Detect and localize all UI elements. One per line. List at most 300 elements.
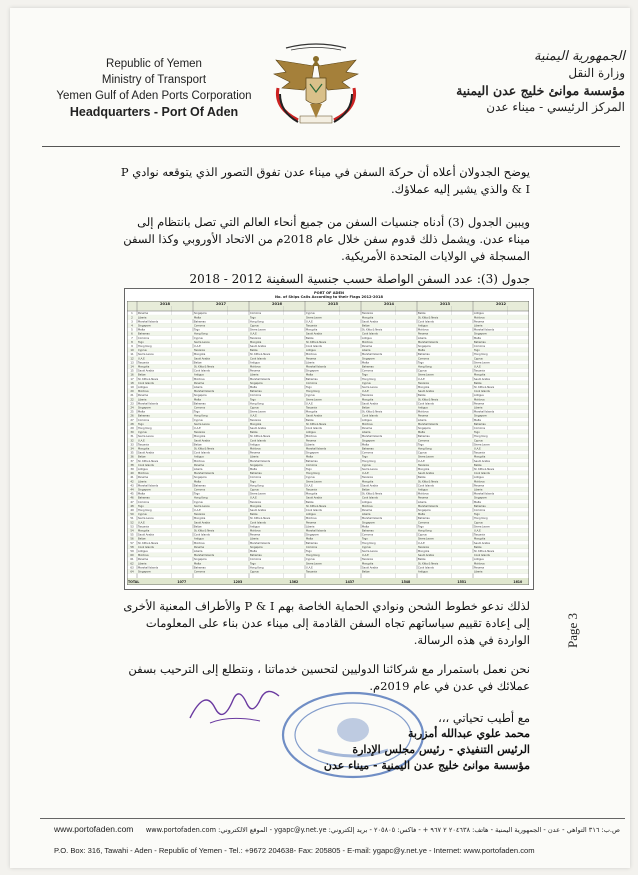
table-cell-flag: Belize: [474, 381, 482, 385]
table-cell-flag: Comoros: [250, 312, 262, 316]
table-cell-flag: Cook Islands: [138, 463, 154, 467]
table-cell-flag: Bahamas: [362, 529, 374, 533]
table-cell-flag: Marshall Islands: [250, 459, 271, 463]
table-cell-flag: Singapore: [418, 427, 431, 430]
table-cell-flag: Malta: [194, 398, 201, 402]
table-row-stripe: [127, 471, 529, 475]
table-cell-flag: U.A.E: [306, 320, 313, 324]
table-cell-flag: Marshall Islands: [250, 377, 271, 381]
table-cell-flag: Togo: [306, 468, 312, 471]
table-cell-flag: Panama: [194, 381, 205, 385]
table-cell-flag: Moldova: [362, 340, 373, 344]
header-headquarters: Headquarters - Port Of Aden: [69, 105, 239, 119]
table-row-stripe: [127, 381, 529, 385]
table-cell-flag: Sierra Leone: [306, 398, 322, 402]
table-cell-flag: Antigua: [250, 525, 260, 529]
table-cell-flag: Singapore: [418, 509, 431, 512]
table-cell-flag: Liberia: [474, 488, 483, 492]
table-row-stripe: [127, 463, 529, 467]
table-year-header: 2017: [215, 302, 227, 307]
table-row-number: 58: [130, 545, 134, 549]
table-cell-flag: Comoros: [306, 545, 318, 549]
table-cell-flag: Antigua: [474, 312, 484, 316]
table-cell-flag: Sierra Leone: [194, 504, 210, 508]
table-cell-flag: Panama: [474, 484, 485, 488]
table-cell-flag: Belize: [362, 406, 370, 410]
table-cell-flag: Antigua: [362, 336, 372, 340]
table-cell-flag: Togo: [362, 455, 368, 459]
table-cell-flag: Saudi Arabia: [138, 533, 154, 537]
footer-website-link[interactable]: www.portofaden.com: [54, 824, 134, 834]
table-cell-flag: St. Kitts & Nevis: [250, 435, 271, 439]
table-cell-flag: Antigua: [194, 537, 204, 541]
table-cell-flag: Sierra Leone: [362, 550, 378, 553]
table-cell-flag: Togo: [250, 398, 256, 402]
table-cell-flag: Comoros: [306, 381, 318, 385]
table-cell-flag: Tanzania: [474, 533, 485, 537]
table-cell-flag: Hong Kong: [306, 472, 320, 476]
table-cell-flag: Comoros: [194, 488, 206, 492]
table-cell-flag: Hong Kong: [418, 529, 432, 533]
table-cell-flag: Comoros: [194, 324, 206, 328]
table-cell-flag: Moldova: [194, 377, 205, 381]
table-row-number: 47: [130, 500, 134, 504]
table-cell-flag: Liberia: [250, 455, 259, 459]
table-cell-flag: Marshall Islands: [418, 504, 439, 508]
table-cell-flag: Hong Kong: [418, 447, 432, 451]
table-row-stripe: [127, 512, 529, 516]
table-cell-flag: Sierra Leone: [306, 316, 322, 320]
table-cell-flag: U.A.E: [474, 529, 481, 533]
table-cell-flag: Panama: [418, 414, 429, 418]
signature-block: [280, 726, 530, 774]
table-cell-flag: Sierra Leone: [194, 422, 210, 426]
table-cell-flag: Singapore: [250, 545, 263, 549]
table-total-value: 1610: [513, 579, 523, 584]
table-cell-flag: Hong Kong: [362, 377, 376, 381]
table-cell-flag: Bahamas: [418, 353, 430, 357]
table-row-number: 56: [130, 537, 134, 541]
handwritten-signature: [180, 683, 290, 733]
table-row-number: 26: [130, 414, 134, 418]
paragraph-1: يوضح الجدولان أعلاه أن حركة السفن في ميناء عدن تفوق التصور الذي يتوقعه نوادي P & I والذي يشير إليه عملاؤك.: [120, 165, 530, 196]
table-cell-flag: U.A.E: [362, 390, 369, 394]
table-cell-flag: Liberia: [138, 562, 147, 566]
table-cell-flag: Mongolia: [306, 328, 318, 332]
table-cell-flag: Moldova: [250, 529, 261, 533]
table-cell-flag: Bahamas: [474, 340, 486, 344]
table-cell-flag: U.A.E: [194, 427, 201, 430]
table-cell-flag: Saudi Arabia: [418, 472, 434, 476]
table-cell-flag: Cyprus: [362, 545, 371, 549]
table-year-header: 2012: [495, 302, 507, 307]
table-cell-flag: Togo: [418, 361, 424, 365]
table-cell-flag: Mongolia: [194, 353, 206, 357]
table-cell-flag: Bahamas: [194, 320, 206, 324]
table-cell-flag: U.A.E: [138, 357, 145, 361]
closing-greeting: مع أطيب تحياتي ،،،: [438, 711, 530, 725]
table-cell-flag: St. Kitts & Nevis: [250, 517, 271, 521]
table-row-number: 44: [130, 488, 134, 492]
table-cell-flag: Togo: [306, 550, 312, 553]
table-cell-flag: Cyprus: [362, 463, 371, 467]
table-cell-flag: Hong Kong: [138, 427, 152, 430]
table-cell-flag: Marshall Islands: [250, 541, 271, 545]
table-row-number: 64: [130, 570, 134, 574]
table-row-stripe: [127, 348, 529, 352]
table-cell-flag: Comoros: [250, 476, 262, 480]
table-cell-flag: U.A.E: [250, 332, 257, 336]
table-cell-flag: U.A.E: [474, 447, 481, 451]
table-cell-flag: Liberia: [362, 431, 371, 435]
table-cell-flag: Saudi Arabia: [194, 521, 210, 525]
header-republic: Republic of Yemen: [106, 58, 202, 70]
table-row-stripe: [127, 323, 529, 327]
table-cell-flag: Marshall Islands: [306, 365, 327, 369]
table-cell-flag: Belize: [362, 324, 370, 328]
table-cell-flag: Cook Islands: [306, 427, 322, 430]
table-cell-flag: St. Kitts & Nevis: [138, 377, 159, 381]
table-cell-flag: Cook Islands: [474, 472, 490, 476]
table-cell-flag: Belize: [138, 455, 146, 459]
table-cell-flag: Bahamas: [194, 566, 206, 570]
table-cell-flag: Tanzania: [250, 336, 261, 340]
table-cell-flag: Panama: [138, 476, 149, 480]
table-cell-flag: Liberia: [418, 336, 427, 340]
table-cell-flag: Cook Islands: [362, 496, 378, 500]
table-cell-flag: Tanzania: [474, 369, 485, 373]
table-cell-flag: Tanzania: [362, 394, 373, 398]
table-cell-flag: Tanzania: [362, 476, 373, 480]
table-cell-flag: Malta: [418, 431, 425, 435]
table-total-value: 1077: [177, 579, 187, 584]
table-row-stripe: [127, 315, 529, 319]
table-cell-flag: Cook Islands: [418, 566, 434, 570]
table-cell-flag: Cook Islands: [362, 332, 378, 336]
table-row-number: 6: [131, 332, 133, 336]
table-row-stripe: [127, 496, 529, 500]
footer-divider: [40, 818, 625, 819]
table-row-number: 10: [130, 349, 134, 353]
table-cell-flag: Tanzania: [418, 463, 429, 467]
table-cell-flag: Togo: [474, 349, 480, 353]
table-row-stripe: [127, 422, 529, 426]
table-cell-flag: Panama: [250, 369, 261, 373]
table-cell-flag: Comoros: [474, 427, 486, 430]
table-cell-flag: Singapore: [306, 533, 319, 537]
table-cell-flag: Singapore: [362, 521, 375, 525]
table-cell-flag: Mongolia: [362, 480, 374, 484]
table-cell-flag: St. Kitts & Nevis: [418, 316, 439, 320]
table-cell-flag: Comoros: [362, 369, 374, 373]
table-row-stripe: [127, 504, 529, 508]
table-cell-flag: Cook Islands: [194, 533, 210, 537]
paragraph-2: ويبين الجدول (3) أدناه جنسيات السفن من جميع أنحاء العالم التي تصل بانتظام إلى ميناء عدن. ويشمل ذلك قدوم سفن خلال عام 2018م من الاتحاد الأوروبي وكذا السفن المسجلة في الولايات المتحدة الأمريكية.: [123, 215, 530, 263]
footer-english-contact: P.O. Box: 316, Tawahi - Aden - Republic of Yemen - Tel.: +9672 204638- Fax: 205805 - E-mail: ygapc@y.net.ye - Internet: www.portofaden.com: [54, 846, 535, 855]
header-corporation: Yemen Gulf of Aden Ports Corporation: [56, 90, 252, 102]
footer-arabic-contact: ص.ب: ٣١٦ التواهي - عدن - الجمهورية اليمنية - هاتف: ٢٠٤٦٣٨ ٢ ٩٦٧ + - فاكس: ٢٠٥٨٠٥ - بريد إلكتروني: ygapc@y.net.ye - الموقع الالكتروني: www.portofaden.com: [145, 826, 620, 834]
table-cell-flag: Liberia: [362, 349, 371, 353]
table-cell-flag: Liberia: [194, 468, 203, 471]
table-cell-flag: Sierra Leone: [250, 328, 266, 332]
table-cell-flag: U.A.E: [250, 414, 257, 418]
table-row-number: 3: [131, 320, 133, 324]
table-cell-flag: Saudi Arabia: [250, 427, 266, 430]
table-row-stripe: [127, 487, 529, 491]
header-ar-corporation: مؤسسة موانئ خليج عدن اليمنية: [456, 83, 625, 98]
table-cell-flag: St. Kitts & Nevis: [474, 550, 495, 553]
table-cell-flag: Bahamas: [250, 472, 262, 476]
table-cell-flag: Marshall Islands: [306, 529, 327, 533]
table-cell-flag: Marshall Islands: [138, 484, 159, 488]
table-cell-flag: U.A.E: [194, 509, 201, 512]
table-cell-flag: Bahamas: [250, 390, 262, 394]
table-cell-flag: Mongolia: [194, 517, 206, 521]
table-cell-flag: Liberia: [474, 324, 483, 328]
table-cell-flag: Comoros: [362, 451, 374, 455]
table-cell-flag: Cyprus: [194, 418, 203, 422]
table-cell-flag: Bahamas: [362, 447, 374, 451]
table-cell-flag: Malta: [362, 525, 369, 529]
table-cell-flag: Cyprus: [250, 324, 259, 328]
table-cell-flag: Panama: [474, 566, 485, 570]
table-cell-flag: Tanzania: [194, 431, 205, 435]
table-cell-flag: Liberia: [138, 316, 147, 320]
table-cell-flag: Moldova: [306, 353, 317, 357]
table-cell-flag: Cyprus: [418, 369, 427, 373]
table-title: [125, 291, 533, 299]
table-cell-flag: Belize: [418, 312, 426, 316]
table-cell-flag: Marshall Islands: [306, 447, 327, 451]
table-cell-flag: Liberia: [418, 500, 427, 504]
table-cell-flag: Cook Islands: [474, 554, 490, 558]
table-cell-flag: Comoros: [138, 500, 150, 504]
table-cell-flag: St. Kitts & Nevis: [362, 328, 383, 332]
table-cell-flag: Antigua: [418, 570, 428, 574]
table-cell-flag: Comoros: [418, 357, 430, 361]
table-cell-flag: Hong Kong: [194, 496, 208, 500]
table-cell-flag: Malta: [138, 328, 145, 332]
table-cell-flag: U.A.E: [474, 365, 481, 369]
table-cell-flag: Marshall Islands: [418, 340, 439, 344]
table-row-stripe: [127, 569, 529, 573]
table-cell-flag: Cyprus: [306, 476, 315, 480]
table-cell-flag: Hong Kong: [250, 402, 264, 406]
table-row-number: 43: [130, 484, 134, 488]
table-row-stripe: [127, 528, 529, 532]
table-cell-flag: Antigua: [250, 443, 260, 447]
table-row-number: 54: [130, 529, 134, 533]
table-cell-flag: Singapore: [194, 558, 207, 562]
table-cell-flag: Belize: [306, 418, 314, 422]
table-cell-flag: Malta: [306, 373, 313, 377]
table-cell-flag: Cyprus: [306, 558, 315, 562]
table-cell-flag: Panama: [362, 345, 373, 348]
table-cell-flag: Cyprus: [138, 431, 147, 435]
table-cell-flag: Singapore: [138, 406, 151, 410]
table-cell-flag: Cook Islands: [362, 414, 378, 418]
letter-page: [10, 8, 630, 868]
table-row-stripe: [127, 364, 529, 368]
table-cell-flag: St. Kitts & Nevis: [194, 529, 215, 533]
table-cell-flag: Antigua: [474, 394, 484, 398]
table-cell-flag: Mongolia: [306, 492, 318, 496]
table-cell-flag: Cyprus: [138, 349, 147, 353]
table-cell-flag: Togo: [474, 431, 480, 435]
table-cell-flag: U.A.E: [418, 377, 425, 381]
table-cell-flag: Bahamas: [418, 435, 430, 439]
table-cell-flag: Mongolia: [250, 504, 262, 508]
table-cell-flag: Cook Islands: [250, 439, 266, 443]
table-cell-flag: Panama: [194, 463, 205, 467]
table-cell-flag: Cook Islands: [474, 390, 490, 394]
table-cell-flag: Saudi Arabia: [362, 402, 378, 406]
table-cell-flag: Tanzania: [250, 500, 261, 504]
table-cell-flag: Malta: [418, 349, 425, 353]
table-cell-flag: Malta: [474, 418, 481, 422]
table-row-number: 20: [130, 390, 134, 394]
table-cell-flag: U.A.E: [362, 472, 369, 476]
table-cell-flag: Belize: [474, 463, 482, 467]
table-row-number: 36: [130, 455, 134, 459]
table-cell-flag: Saudi Arabia: [418, 554, 434, 558]
table-cell-flag: Bahamas: [474, 504, 486, 508]
table-row-stripe: [127, 537, 529, 541]
yemen-emblem-icon: [256, 38, 376, 138]
table-cell-flag: Mongolia: [418, 468, 430, 471]
table-row-number: 41: [130, 476, 134, 480]
page-number: Page 3: [565, 612, 580, 648]
table-cell-flag: Bahamas: [138, 414, 150, 418]
table-cell-flag: Cyprus: [194, 336, 203, 340]
table-cell-flag: Bahamas: [194, 402, 206, 406]
table-cell-flag: Bahamas: [138, 332, 150, 336]
table-cell-flag: St. Kitts & Nevis: [138, 541, 159, 545]
table-cell-flag: Antigua: [306, 431, 316, 435]
table-cell-flag: Tanzania: [306, 406, 317, 410]
table-cell-flag: St. Kitts & Nevis: [418, 398, 439, 402]
table-row-number: 5: [131, 328, 133, 332]
table-cell-flag: Marshall Islands: [138, 566, 159, 570]
table-cell-flag: Comoros: [194, 570, 206, 574]
table-cell-flag: Liberia: [418, 418, 427, 422]
table-cell-flag: Marshall Islands: [138, 320, 159, 324]
table-caption: جدول (3): عدد السفن الواصلة حسب جنسية السفينة 2012 - 2018: [189, 272, 530, 286]
table-cell-flag: Malta: [250, 386, 257, 389]
table-cell-flag: Moldova: [474, 398, 485, 402]
table-row-number: 38: [130, 463, 134, 467]
table-cell-flag: Liberia: [306, 525, 315, 529]
table-cell-flag: Panama: [250, 451, 261, 455]
table-cell-flag: Belize: [306, 500, 314, 504]
header-divider: [42, 146, 620, 147]
table-cell-flag: Malta: [138, 492, 145, 496]
table-cell-flag: Hong Kong: [306, 554, 320, 558]
header-ar-ministry: وزارة النقل: [568, 66, 625, 80]
table-cell-flag: Cook Islands: [418, 402, 434, 406]
table-cell-flag: Bahamas: [418, 517, 430, 521]
table-cell-flag: Hong Kong: [362, 541, 376, 545]
table-cell-flag: Comoros: [362, 533, 374, 537]
table-cell-flag: Comoros: [250, 558, 262, 562]
table-cell-flag: Cyprus: [250, 488, 259, 492]
table-cell-flag: Sierra Leone: [474, 525, 490, 529]
table-cell-flag: Belize: [418, 476, 426, 480]
table-cell-flag: Tanzania: [138, 525, 149, 529]
table-cell-flag: Cook Islands: [418, 484, 434, 488]
table-cell-flag: Togo: [250, 480, 256, 484]
table-cell-flag: Comoros: [194, 406, 206, 410]
table-cell-flag: Antigua: [306, 349, 316, 353]
table-cell-flag: Panama: [306, 439, 317, 443]
table-cell-flag: Hong Kong: [306, 390, 320, 394]
table-cell-flag: Togo: [362, 373, 368, 377]
table-cell-flag: Malta: [474, 500, 481, 504]
table-title-line-2: No. of Ships Calls According to their Flags 2012-2018: [274, 295, 384, 300]
table-cell-flag: Moldova: [250, 447, 261, 451]
table-cell-flag: Bahamas: [474, 422, 486, 426]
table-cell-flag: Belize: [250, 513, 258, 517]
table-cell-flag: Tanzania: [306, 324, 317, 328]
table-cell-flag: Mongolia: [474, 455, 486, 459]
table-row-number: 14: [130, 365, 134, 369]
table-cell-flag: Panama: [362, 509, 373, 512]
table-cell-flag: Mongolia: [418, 550, 430, 553]
table-cell-flag: U.A.E: [138, 521, 145, 525]
table-cell-flag: Togo: [306, 386, 312, 389]
table-cell-flag: Malta: [194, 316, 201, 320]
table-cell-flag: Saudi Arabia: [250, 509, 266, 512]
table-cell-flag: Panama: [362, 427, 373, 430]
table-cell-flag: Antigua: [474, 476, 484, 480]
table-cell-flag: U.A.E: [194, 345, 201, 348]
table-cell-flag: Cook Islands: [138, 545, 154, 549]
table-cell-flag: Singapore: [194, 312, 207, 316]
table-row-number: 48: [130, 504, 134, 508]
table-cell-flag: U.A.E: [306, 566, 313, 570]
table-row-stripe: [127, 389, 529, 393]
table-cell-flag: Marshall Islands: [138, 402, 159, 406]
table-cell-flag: Saudi Arabia: [474, 377, 490, 381]
paragraph-3: لذلك ندعو خطوط الشحن ونوادي الحماية الخاصة بهم P & I والأطراف المعنية الأخرى إلى إعادة تقييم سياساتهم تجاه السفن القادمة إلى ميناء عدن بناء على المعلومات الواردة في هذه الرسالة.: [123, 599, 530, 647]
table-row-number: 46: [130, 496, 134, 500]
table-row-stripe: [127, 520, 529, 524]
table-cell-flag: Liberia: [474, 406, 483, 410]
table-cell-flag: Sierra Leone: [250, 492, 266, 496]
table-cell-flag: Sierra Leone: [138, 517, 154, 521]
table-cell-flag: Cyprus: [138, 513, 147, 517]
table-cell-flag: St. Kitts & Nevis: [362, 492, 383, 496]
table-row-number: 35: [130, 451, 134, 455]
table-row-number: 24: [130, 406, 134, 410]
table-cell-flag: Singapore: [250, 381, 263, 385]
table-cell-flag: Mongolia: [362, 398, 374, 402]
table-cell-flag: Cyprus: [418, 533, 427, 537]
table-row-number: 23: [130, 402, 134, 406]
header-ar-headquarters: المركز الرئيسي - ميناء عدن: [486, 100, 625, 114]
table-cell-flag: Moldova: [194, 541, 205, 545]
table-row-number: 22: [130, 398, 134, 402]
table-cell-flag: Hong Kong: [474, 353, 488, 357]
table-total-row: [127, 578, 529, 585]
table-row-number: 13: [130, 361, 134, 365]
table-cell-flag: Tanzania: [194, 513, 205, 517]
table-cell-flag: Moldova: [306, 435, 317, 439]
table-cell-flag: Liberia: [250, 537, 259, 541]
table-cell-flag: Antigua: [138, 550, 148, 553]
table-cell-flag: Antigua: [418, 406, 428, 410]
table-cell-flag: Malta: [194, 562, 201, 566]
